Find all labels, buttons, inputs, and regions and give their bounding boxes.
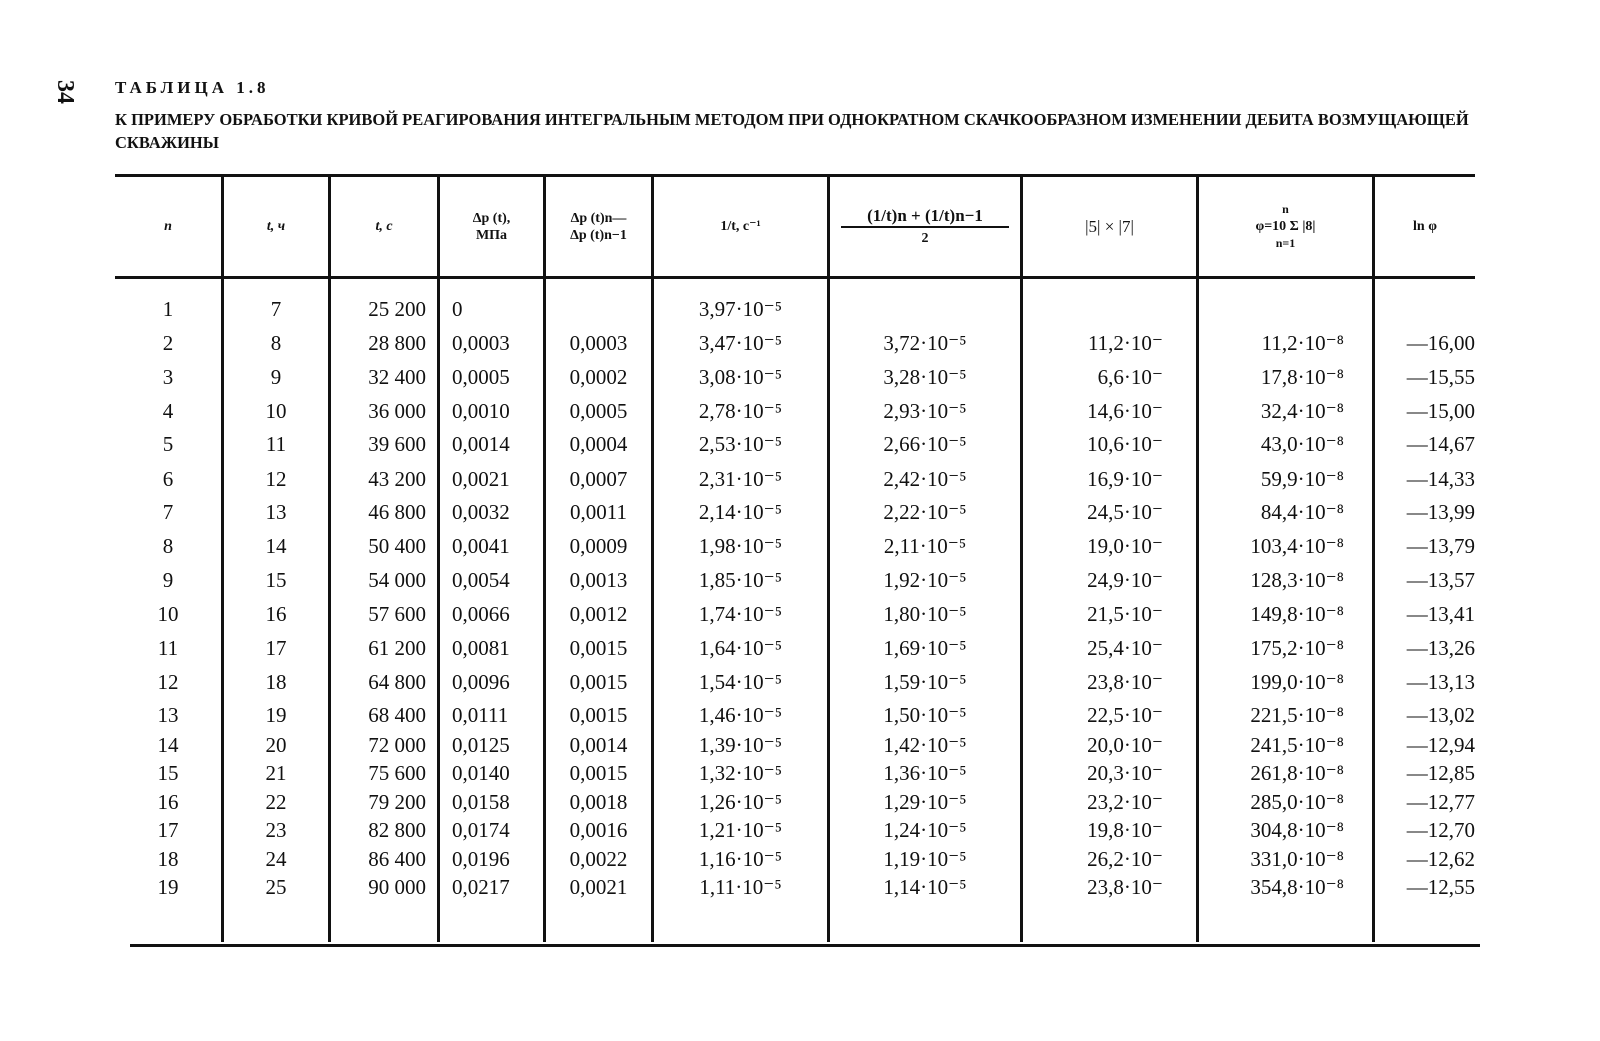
table-header-rule <box>115 276 1475 279</box>
table-top-rule <box>115 174 1475 177</box>
cell-avg: 1,92·10⁻⁵ <box>883 568 967 592</box>
cell-th: 18 <box>265 670 287 694</box>
cell-ddp: 0,0013 <box>569 568 628 592</box>
cell-n: 14 <box>157 733 179 757</box>
cell-avg: 1,59·10⁻⁵ <box>883 670 967 694</box>
table-label: ТАБЛИЦА 1.8 <box>115 78 270 97</box>
cell-th: 17 <box>265 636 287 660</box>
cell-phi: 285,0·10⁻⁸ <box>1250 790 1344 814</box>
cell-ddp: 0,0015 <box>569 761 628 785</box>
cell-dp: 0,0003 <box>452 331 510 355</box>
cell-phi: 59,9·10⁻⁸ <box>1260 467 1344 491</box>
header-t-seconds: t, с <box>375 219 393 234</box>
cell-ts: 43 200 <box>368 467 426 491</box>
cell-prod: 24,9·10⁻ <box>1087 568 1163 592</box>
cell-ddp: 0,0004 <box>569 432 628 456</box>
cell-ln: —16,00 <box>1406 331 1475 355</box>
cell-th: 7 <box>270 297 282 321</box>
cell-avg: 1,19·10⁻⁵ <box>883 847 967 871</box>
header-delta-delta-p: Δp (t)n— Δp (t)n−1 <box>570 210 627 243</box>
cell-ddp: 0,0014 <box>569 733 628 757</box>
cell-dp: 0,0217 <box>452 875 510 899</box>
cell-n: 17 <box>157 818 179 842</box>
cell-ts: 39 600 <box>368 432 426 456</box>
header-inverse-t: 1/t, с⁻¹ <box>720 219 761 234</box>
cell-dp: 0,0140 <box>452 761 510 785</box>
cell-phi: 149,8·10⁻⁸ <box>1250 602 1344 626</box>
table-bottom-rule <box>130 944 1480 947</box>
cell-dp: 0,0066 <box>452 602 510 626</box>
cell-ddp: 0,0009 <box>569 534 628 558</box>
cell-dp: 0,0174 <box>452 818 510 842</box>
cell-ddp: 0,0015 <box>569 670 628 694</box>
cell-ddp: 0,0012 <box>569 602 628 626</box>
cell-avg: 1,36·10⁻⁵ <box>883 761 967 785</box>
cell-inv: 1,16·10⁻⁵ <box>698 847 783 871</box>
cell-phi: 354,8·10⁻⁸ <box>1250 875 1344 899</box>
header-n: n <box>164 219 172 234</box>
cell-ddp: 0,0022 <box>569 847 628 871</box>
column-divider <box>437 174 440 942</box>
cell-th: 12 <box>265 467 287 491</box>
header-phi-sum: n φ=10 Σ |8| n=1 <box>1255 202 1316 250</box>
cell-ts: 50 400 <box>368 534 426 558</box>
cell-ts: 90 000 <box>368 875 426 899</box>
cell-inv: 1,39·10⁻⁵ <box>698 733 783 757</box>
cell-ln: —15,00 <box>1406 399 1475 423</box>
cell-n: 8 <box>162 534 174 558</box>
header-delta-p: Δp (t), МПа <box>472 210 511 243</box>
cell-prod: 23,2·10⁻ <box>1087 790 1163 814</box>
cell-ln: —13,99 <box>1406 500 1475 524</box>
cell-prod: 10,6·10⁻ <box>1087 432 1163 456</box>
cell-avg: 2,42·10⁻⁵ <box>883 467 967 491</box>
cell-ts: 86 400 <box>368 847 426 871</box>
cell-n: 2 <box>162 331 174 355</box>
cell-inv: 1,85·10⁻⁵ <box>698 568 783 592</box>
cell-ln: —14,67 <box>1406 432 1475 456</box>
cell-dp: 0,0111 <box>452 703 509 727</box>
cell-th: 21 <box>265 761 287 785</box>
cell-phi: 175,2·10⁻⁸ <box>1250 636 1344 660</box>
cell-ts: 82 800 <box>368 818 426 842</box>
cell-n: 1 <box>162 297 174 321</box>
cell-th: 16 <box>265 602 287 626</box>
cell-ln: —13,41 <box>1406 602 1475 626</box>
cell-inv: 3,47·10⁻⁵ <box>698 331 783 355</box>
cell-phi: 103,4·10⁻⁸ <box>1250 534 1344 558</box>
cell-avg: 1,29·10⁻⁵ <box>883 790 967 814</box>
cell-ts: 57 600 <box>368 602 426 626</box>
cell-inv: 2,31·10⁻⁵ <box>698 467 783 491</box>
cell-prod: 19,0·10⁻ <box>1087 534 1163 558</box>
cell-n: 12 <box>157 670 179 694</box>
cell-inv: 1,64·10⁻⁵ <box>698 636 783 660</box>
cell-ddp: 0,0005 <box>569 399 628 423</box>
cell-ts: 46 800 <box>368 500 426 524</box>
cell-ddp: 0,0002 <box>569 365 628 389</box>
cell-ln: —13,02 <box>1406 703 1475 727</box>
header-ln-phi: ln φ <box>1413 219 1437 234</box>
table-caption: К ПРИМЕРУ ОБРАБОТКИ КРИВОЙ РЕАГИРОВАНИЯ ИНТЕГРАЛЬНЫМ МЕТОДОМ ПРИ ОДНОКРАТНОМ СКАЧКООБРАЗНОМ ИЗМЕНЕНИИ ДЕБИТА ВОЗМУЩАЮЩЕЙ СКВАЖИНЫ <box>115 110 1469 152</box>
cell-prod: 25,4·10⁻ <box>1087 636 1163 660</box>
cell-prod: 20,3·10⁻ <box>1087 761 1163 785</box>
cell-inv: 1,21·10⁻⁵ <box>698 818 783 842</box>
cell-prod: 20,0·10⁻ <box>1087 733 1163 757</box>
page-number: 34 <box>52 80 78 104</box>
cell-dp: 0,0196 <box>452 847 510 871</box>
cell-ddp: 0,0011 <box>570 500 627 524</box>
cell-avg: 2,11·10⁻⁵ <box>883 534 967 558</box>
cell-dp: 0,0010 <box>452 399 510 423</box>
cell-ln: —12,94 <box>1406 733 1475 757</box>
cell-prod: 16,9·10⁻ <box>1087 467 1163 491</box>
cell-dp: 0,0032 <box>452 500 510 524</box>
cell-ts: 54 000 <box>368 568 426 592</box>
cell-th: 14 <box>265 534 287 558</box>
cell-dp: 0,0096 <box>452 670 510 694</box>
cell-phi: 304,8·10⁻⁸ <box>1250 818 1344 842</box>
cell-n: 6 <box>162 467 174 491</box>
cell-avg: 3,72·10⁻⁵ <box>883 331 967 355</box>
cell-dp: 0 <box>452 297 463 321</box>
cell-ln: —14,33 <box>1406 467 1475 491</box>
cell-n: 11 <box>157 636 179 660</box>
cell-prod: 6,6·10⁻ <box>1097 365 1163 389</box>
cell-phi: 199,0·10⁻⁸ <box>1250 670 1344 694</box>
cell-avg: 1,42·10⁻⁵ <box>883 733 967 757</box>
cell-avg: 2,66·10⁻⁵ <box>883 432 967 456</box>
cell-avg: 2,93·10⁻⁵ <box>883 399 967 423</box>
cell-dp: 0,0158 <box>452 790 510 814</box>
cell-dp: 0,0005 <box>452 365 510 389</box>
cell-phi: 32,4·10⁻⁸ <box>1260 399 1344 423</box>
cell-ln: —12,70 <box>1406 818 1475 842</box>
cell-ddp: 0,0021 <box>569 875 628 899</box>
cell-dp: 0,0041 <box>452 534 510 558</box>
cell-phi: 261,8·10⁻⁸ <box>1250 761 1344 785</box>
cell-dp: 0,0125 <box>452 733 510 757</box>
cell-inv: 1,54·10⁻⁵ <box>698 670 783 694</box>
cell-th: 13 <box>265 500 287 524</box>
cell-ln: —13,79 <box>1406 534 1475 558</box>
cell-ln: —12,77 <box>1406 790 1475 814</box>
cell-ts: 32 400 <box>368 365 426 389</box>
cell-prod: 21,5·10⁻ <box>1087 602 1163 626</box>
cell-inv: 2,14·10⁻⁵ <box>698 500 783 524</box>
cell-n: 19 <box>157 875 179 899</box>
cell-ddp: 0,0015 <box>569 703 628 727</box>
cell-prod: 22,5·10⁻ <box>1087 703 1163 727</box>
cell-avg: 2,22·10⁻⁵ <box>883 500 967 524</box>
cell-inv: 3,08·10⁻⁵ <box>698 365 783 389</box>
cell-phi: 221,5·10⁻⁸ <box>1250 703 1344 727</box>
cell-dp: 0,0021 <box>452 467 510 491</box>
cell-inv: 1,46·10⁻⁵ <box>698 703 783 727</box>
cell-n: 10 <box>157 602 179 626</box>
cell-inv: 2,53·10⁻⁵ <box>698 432 783 456</box>
cell-ln: —13,57 <box>1406 568 1475 592</box>
cell-n: 5 <box>162 432 174 456</box>
cell-ddp: 0,0003 <box>569 331 628 355</box>
cell-avg: 1,69·10⁻⁵ <box>883 636 967 660</box>
cell-th: 19 <box>265 703 287 727</box>
cell-prod: 23,8·10⁻ <box>1087 670 1163 694</box>
cell-th: 8 <box>270 331 282 355</box>
cell-ln: —12,62 <box>1406 847 1475 871</box>
cell-n: 18 <box>157 847 179 871</box>
cell-th: 9 <box>270 365 282 389</box>
cell-inv: 1,74·10⁻⁵ <box>698 602 783 626</box>
cell-ln: —12,55 <box>1406 875 1475 899</box>
cell-prod: 11,2·10⁻ <box>1087 331 1163 355</box>
cell-ln: —12,85 <box>1406 761 1475 785</box>
cell-n: 13 <box>157 703 179 727</box>
cell-inv: 2,78·10⁻⁵ <box>698 399 783 423</box>
cell-inv: 1,11·10⁻⁵ <box>699 875 782 899</box>
cell-ln: —13,26 <box>1406 636 1475 660</box>
cell-th: 22 <box>265 790 287 814</box>
cell-prod: 23,8·10⁻ <box>1087 875 1163 899</box>
cell-inv: 1,98·10⁻⁵ <box>698 534 783 558</box>
cell-avg: 3,28·10⁻⁵ <box>883 365 967 389</box>
cell-n: 7 <box>162 500 174 524</box>
cell-prod: 24,5·10⁻ <box>1087 500 1163 524</box>
cell-ts: 64 800 <box>368 670 426 694</box>
cell-ln: —13,13 <box>1406 670 1475 694</box>
cell-th: 23 <box>265 818 287 842</box>
cell-prod: 14,6·10⁻ <box>1087 399 1163 423</box>
cell-inv: 1,32·10⁻⁵ <box>698 761 783 785</box>
cell-th: 25 <box>265 875 287 899</box>
cell-n: 16 <box>157 790 179 814</box>
cell-ddp: 0,0007 <box>569 467 628 491</box>
cell-ddp: 0,0015 <box>569 636 628 660</box>
cell-ddp: 0,0016 <box>569 818 628 842</box>
cell-inv: 1,26·10⁻⁵ <box>698 790 783 814</box>
cell-ts: 25 200 <box>368 297 426 321</box>
cell-prod: 26,2·10⁻ <box>1087 847 1163 871</box>
cell-phi: 241,5·10⁻⁸ <box>1250 733 1344 757</box>
cell-dp: 0,0081 <box>452 636 510 660</box>
cell-dp: 0,0014 <box>452 432 510 456</box>
cell-prod: 19,8·10⁻ <box>1087 818 1163 842</box>
cell-phi: 128,3·10⁻⁸ <box>1250 568 1344 592</box>
cell-th: 15 <box>265 568 287 592</box>
cell-th: 20 <box>265 733 287 757</box>
cell-th: 10 <box>265 399 287 423</box>
cell-n: 15 <box>157 761 179 785</box>
cell-ts: 36 000 <box>368 399 426 423</box>
cell-dp: 0,0054 <box>452 568 510 592</box>
cell-n: 9 <box>162 568 174 592</box>
cell-ts: 75 600 <box>368 761 426 785</box>
cell-ts: 28 800 <box>368 331 426 355</box>
cell-avg: 1,80·10⁻⁵ <box>883 602 967 626</box>
cell-phi: 84,4·10⁻⁸ <box>1260 500 1344 524</box>
cell-th: 11 <box>265 432 287 456</box>
cell-ts: 61 200 <box>368 636 426 660</box>
cell-phi: 331,0·10⁻⁸ <box>1250 847 1344 871</box>
cell-avg: 1,24·10⁻⁵ <box>883 818 967 842</box>
cell-n: 4 <box>162 399 174 423</box>
cell-inv: 3,97·10⁻⁵ <box>698 297 783 321</box>
cell-avg: 1,14·10⁻⁵ <box>883 875 967 899</box>
cell-ts: 68 400 <box>368 703 426 727</box>
header-average: (1/t)n + (1/t)n−1 2 <box>830 178 1020 275</box>
cell-ts: 79 200 <box>368 790 426 814</box>
cell-ln: —15,55 <box>1406 365 1475 389</box>
cell-ts: 72 000 <box>368 733 426 757</box>
cell-phi: 17,8·10⁻⁸ <box>1260 365 1344 389</box>
cell-th: 24 <box>265 847 287 871</box>
cell-phi: 11,2·10⁻⁸ <box>1261 331 1344 355</box>
cell-phi: 43,0·10⁻⁸ <box>1260 432 1344 456</box>
cell-ddp: 0,0018 <box>569 790 628 814</box>
cell-avg: 1,50·10⁻⁵ <box>883 703 967 727</box>
cell-n: 3 <box>162 365 174 389</box>
header-t-hours: t, ч <box>266 219 286 234</box>
header-product: |5| × |7| <box>1085 217 1134 236</box>
